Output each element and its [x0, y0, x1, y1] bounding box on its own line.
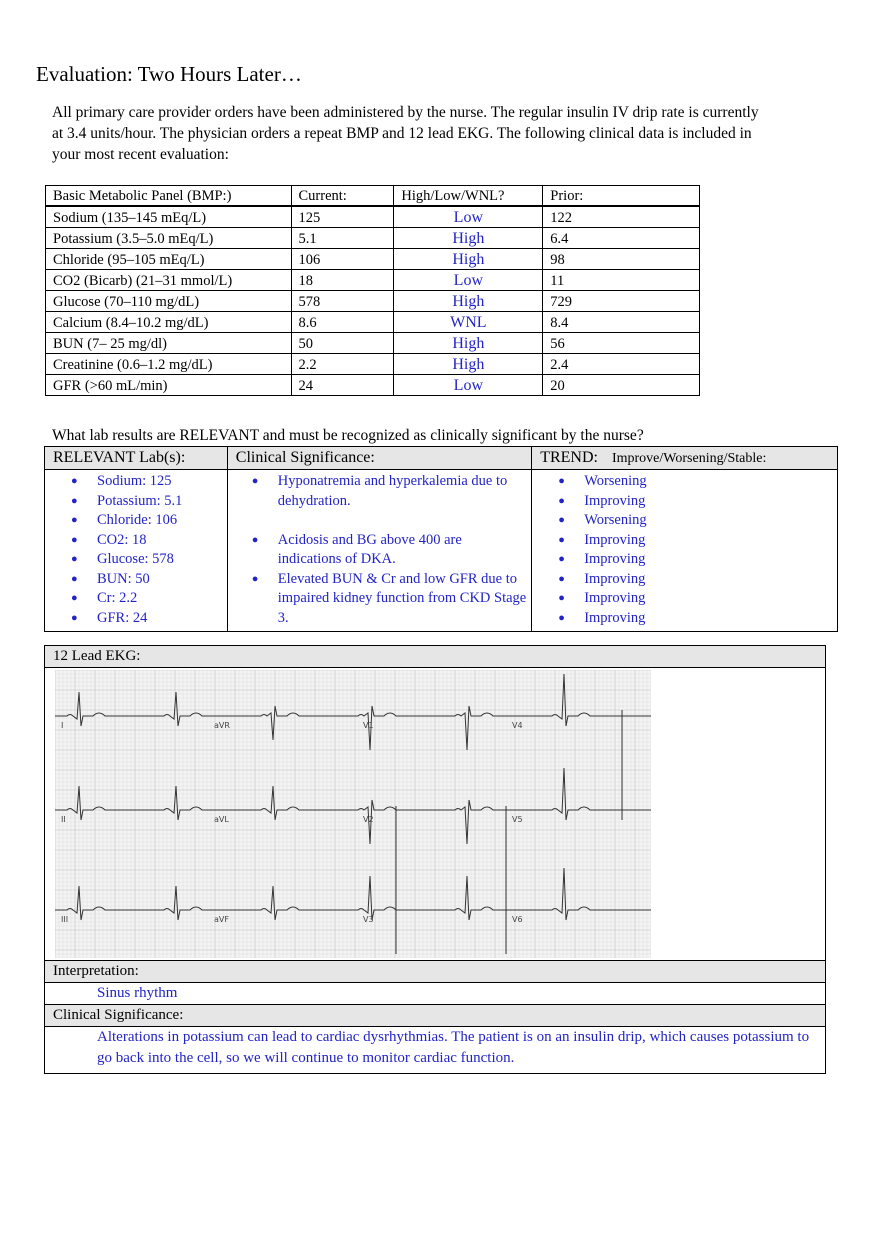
bmp-row	[46, 312, 700, 333]
bmp-prior-value: 56	[543, 333, 700, 354]
trend-list	[532, 472, 837, 628]
relevant-table	[44, 446, 838, 632]
bmp-row	[46, 333, 700, 354]
bmp-prior-value: 98	[543, 249, 700, 270]
bmp-row	[46, 249, 700, 270]
page-title: Evaluation: Two Hours Later…	[36, 62, 302, 86]
bmp-test-name: CO2 (Bicarb) (21–31 mmol/L)	[46, 270, 292, 291]
bmp-row	[46, 206, 700, 228]
trend-sublabel: Improve/Worsening/Stable:	[611, 451, 767, 466]
bmp-header-current: Current:	[291, 186, 394, 207]
bmp-current-value: 50	[291, 333, 394, 354]
relevant-body-row	[45, 470, 838, 632]
bmp-status: WNL	[394, 312, 543, 333]
bmp-status: Low	[394, 270, 543, 291]
interpretation-value: Sinus rhythm	[45, 983, 825, 1005]
significance-item: ● Hyponatremia and hyperkalemia due to dehydration.	[228, 472, 531, 511]
relevant-lab-item: ● GFR: 24	[45, 609, 227, 629]
bmp-test-name: GFR (>60 mL/min)	[46, 375, 292, 396]
trend-item: ● Improving	[532, 609, 837, 629]
relevant-lab-item: ● CO2: 18	[45, 531, 227, 551]
ekg-lead-label: aVF	[214, 915, 229, 924]
trend-item: ● Improving	[532, 492, 837, 512]
relevant-lab-item: ● Sodium: 125	[45, 472, 227, 492]
bmp-prior-value: 11	[543, 270, 700, 291]
bmp-test-name: Glucose (70–110 mg/dL)	[46, 291, 292, 312]
ekg-significance-label: Clinical Significance:	[45, 1005, 825, 1027]
significance-item: ● Elevated BUN & Cr and low GFR due to impaired kidney function from CKD Stage 3.	[228, 570, 531, 629]
relevant-lab-item: ● Chloride: 106	[45, 511, 227, 531]
bmp-test-name: Chloride (95–105 mEq/L)	[46, 249, 292, 270]
ekg-lead-label: V5	[512, 815, 523, 824]
bmp-prior-value: 20	[543, 375, 700, 396]
significance-header: Clinical Significance:	[227, 447, 531, 470]
relevant-labs-header: RELEVANT Lab(s):	[45, 447, 228, 470]
bmp-status: Low	[394, 375, 543, 396]
trend-item: ● Improving	[532, 531, 837, 551]
significance-item: ● Acidosis and BG above 400 are indications of DKA.	[228, 531, 531, 570]
ekg-strip-image	[55, 670, 651, 958]
trend-item: ● Improving	[532, 550, 837, 570]
ekg-significance-value: Alterations in potassium can lead to cardiac dysrhythmias. The patient is on an insulin drip, which causes potassium to go back into the cell, so we will continue to monitor cardiac function.	[97, 1029, 810, 1066]
bmp-table	[45, 185, 700, 396]
ekg-lead-label: V4	[512, 721, 523, 730]
bmp-current-value: 24	[291, 375, 394, 396]
bmp-prior-value: 122	[543, 206, 700, 228]
bmp-row	[46, 291, 700, 312]
bmp-header-test: Basic Metabolic Panel (BMP:)	[46, 186, 292, 207]
trend-label: TREND:	[540, 449, 598, 466]
bmp-status: High	[394, 354, 543, 375]
ekg-lead-label: aVL	[214, 815, 229, 824]
relevant-lab-item: ● BUN: 50	[45, 570, 227, 590]
bmp-current-value: 578	[291, 291, 394, 312]
trend-item: ● Worsening	[532, 511, 837, 531]
ekg-lead-label: V3	[363, 915, 374, 924]
bmp-header-status: High/Low/WNL?	[394, 186, 543, 207]
bmp-prior-value: 8.4	[543, 312, 700, 333]
bmp-status: Low	[394, 206, 543, 228]
bmp-row	[46, 354, 700, 375]
bmp-prior-value: 6.4	[543, 228, 700, 249]
relevant-question: What lab results are RELEVANT and must be recognized as clinically significant by the nurse?	[52, 427, 644, 444]
bmp-test-name: Potassium (3.5–5.0 mEq/L)	[46, 228, 292, 249]
ekg-lead-label: V1	[363, 721, 374, 730]
bmp-prior-value: 2.4	[543, 354, 700, 375]
bmp-current-value: 5.1	[291, 228, 394, 249]
bmp-prior-value: 729	[543, 291, 700, 312]
bmp-row	[46, 375, 700, 396]
bmp-status: High	[394, 291, 543, 312]
ekg-lead-label: II	[61, 815, 66, 824]
ekg-strip-container	[45, 668, 825, 961]
relevant-header-row	[45, 447, 838, 470]
relevant-lab-item: ● Cr: 2.2	[45, 589, 227, 609]
interpretation-label: Interpretation:	[45, 961, 825, 983]
bmp-test-name: Creatinine (0.6–1.2 mg/dL)	[46, 354, 292, 375]
bmp-status: High	[394, 333, 543, 354]
bmp-header-prior: Prior:	[543, 186, 700, 207]
ekg-lead-label: aVR	[214, 721, 230, 730]
bmp-row	[46, 228, 700, 249]
ekg-header: 12 Lead EKG:	[45, 646, 825, 668]
bmp-current-value: 8.6	[291, 312, 394, 333]
relevant-lab-item: ● Potassium: 5.1	[45, 492, 227, 512]
ekg-section	[44, 645, 826, 1074]
bmp-current-value: 106	[291, 249, 394, 270]
bmp-test-name: Calcium (8.4–10.2 mg/dL)	[46, 312, 292, 333]
bmp-test-name: BUN (7– 25 mg/dl)	[46, 333, 292, 354]
trend-item: ● Worsening	[532, 472, 837, 492]
significance-list	[228, 472, 531, 628]
bmp-test-name: Sodium (135–145 mEq/L)	[46, 206, 292, 228]
ekg-lead-label: I	[61, 721, 64, 730]
bmp-current-value: 125	[291, 206, 394, 228]
bmp-status: High	[394, 228, 543, 249]
trend-item: ● Improving	[532, 570, 837, 590]
bmp-current-value: 18	[291, 270, 394, 291]
bmp-row	[46, 270, 700, 291]
bmp-header-row	[46, 186, 700, 207]
relevant-lab-item: ● Glucose: 578	[45, 550, 227, 570]
trend-item: ● Improving	[532, 589, 837, 609]
ekg-lead-label: V6	[512, 915, 523, 924]
bmp-current-value: 2.2	[291, 354, 394, 375]
ekg-lead-label: V2	[363, 815, 374, 824]
intro-paragraph: All primary care provider orders have been administered by the nurse. The regular insulin IV drip rate is currently at 3.4 units/hour. The physician orders a repeat BMP and 12 lead EKG. The following clinical data is included in your most recent evaluation:	[52, 104, 759, 163]
relevant-labs-list	[45, 472, 227, 628]
bmp-status: High	[394, 249, 543, 270]
trend-header	[532, 447, 838, 470]
ekg-lead-label: III	[61, 915, 69, 924]
